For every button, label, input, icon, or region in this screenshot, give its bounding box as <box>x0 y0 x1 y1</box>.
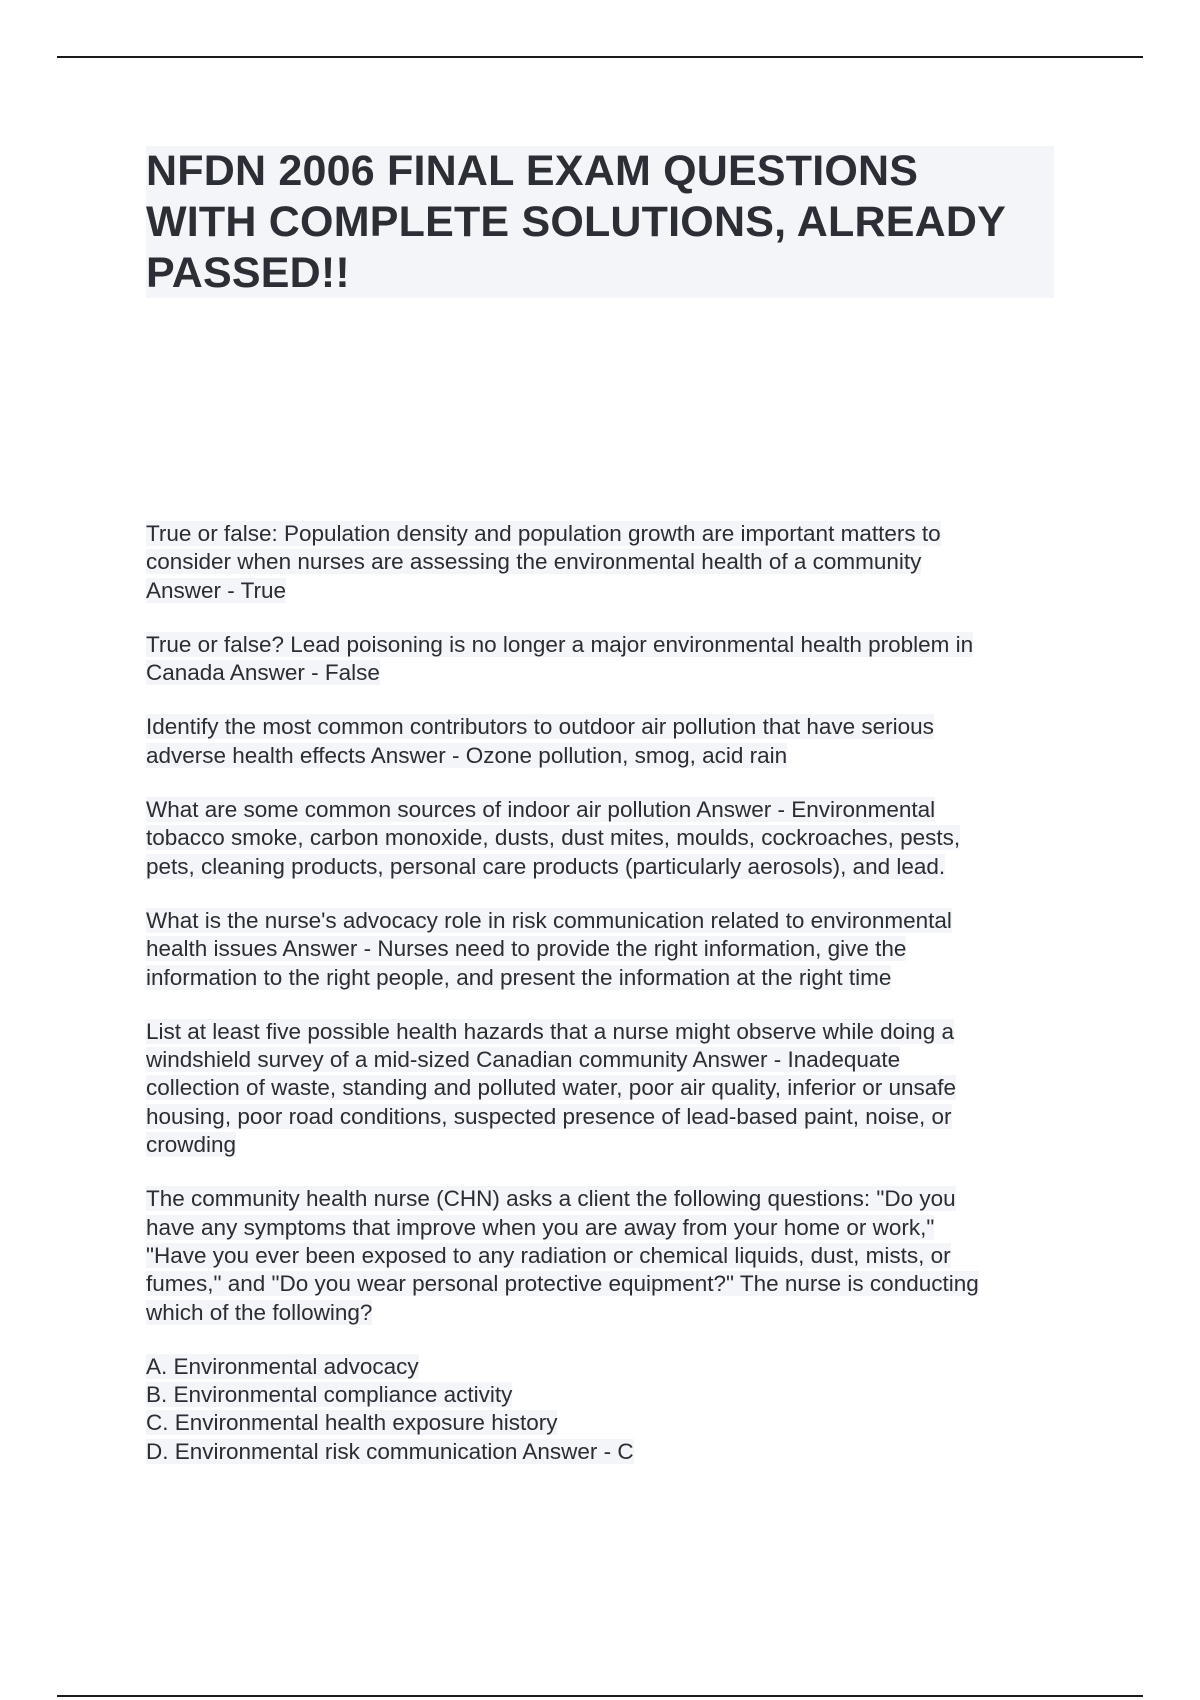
qa-text-line: collection of waste, standing and polluted water, poor air quality, inferior or unsafe <box>146 1075 957 1101</box>
qa-item <box>146 1185 1056 1326</box>
qa-text-line: consider when nurses are assessing the environmental health of a community <box>146 549 922 575</box>
qa-text-line: adverse health effects Answer - Ozone pollution, smog, acid rain <box>146 742 788 768</box>
qa-text-line: What are some common sources of indoor air pollution Answer - Environmental <box>146 797 936 823</box>
document-title <box>146 146 1054 298</box>
title-line: PASSED!! <box>146 249 350 297</box>
qa-text-line: pets, cleaning products, personal care products (particularly aerosols), and lead. <box>146 853 946 879</box>
qa-text-line: What is the nurse's advocacy role in risk communication related to environmental <box>146 907 952 933</box>
qa-text-line: True or false? Lead poisoning is no longer a major environmental health problem in <box>146 631 974 657</box>
qa-text-line: List at least five possible health hazards that a nurse might observe while doing a <box>146 1018 954 1044</box>
qa-text-line: which of the following? <box>146 1299 373 1325</box>
qa-text-line: tobacco smoke, carbon monoxide, dusts, dust mites, moulds, cockroaches, pests, <box>146 825 961 851</box>
qa-text-line: True or false: Population density and population growth are important matters to <box>146 521 941 546</box>
option-b: B. Environmental compliance activity <box>146 1382 513 1408</box>
qa-text-line: housing, poor road conditions, suspected presence of lead-based paint, noise, or <box>146 1103 952 1129</box>
qa-item <box>146 1018 1056 1159</box>
title-line: WITH COMPLETE SOLUTIONS, ALREADY <box>146 198 1007 246</box>
qa-item <box>146 520 1056 605</box>
qa-text-line: Identify the most common contributors to outdoor air pollution that have serious <box>146 714 934 740</box>
qa-text-line: have any symptoms that improve when you are away from your home or work," <box>146 1214 935 1240</box>
qa-text-line: health issues Answer - Nurses need to provide the right information, give the <box>146 936 907 962</box>
option-c: C. Environmental health exposure history <box>146 1410 558 1436</box>
qa-text-line: crowding <box>146 1132 237 1158</box>
qa-text-line: windshield survey of a mid-sized Canadian community Answer - Inadequate <box>146 1047 901 1073</box>
qa-item <box>146 631 1056 688</box>
bottom-rule <box>57 1695 1143 1697</box>
title-line: NFDN 2006 FINAL EXAM QUESTIONS <box>146 147 919 195</box>
qa-item <box>146 713 1056 770</box>
document-body <box>146 520 1056 1492</box>
option-a: A. Environmental advocacy <box>146 1353 419 1379</box>
qa-text-line: Canada Answer - False <box>146 660 380 686</box>
option-d: D. Environmental risk communication Answer - C <box>146 1438 634 1464</box>
qa-item <box>146 907 1056 992</box>
qa-text-line: information to the right people, and present the information at the right time <box>146 964 892 990</box>
qa-text-line: The community health nurse (CHN) asks a client the following questions: "Do you <box>146 1186 956 1212</box>
qa-text-line: fumes," and "Do you wear personal protective equipment?" The nurse is conducting <box>146 1271 979 1297</box>
qa-text-line: Answer - True <box>146 577 287 603</box>
qa-item <box>146 796 1056 881</box>
answer-options <box>146 1353 1056 1466</box>
qa-text-line: "Have you ever been exposed to any radiation or chemical liquids, dust, mists, or <box>146 1242 951 1268</box>
top-rule <box>57 56 1143 58</box>
